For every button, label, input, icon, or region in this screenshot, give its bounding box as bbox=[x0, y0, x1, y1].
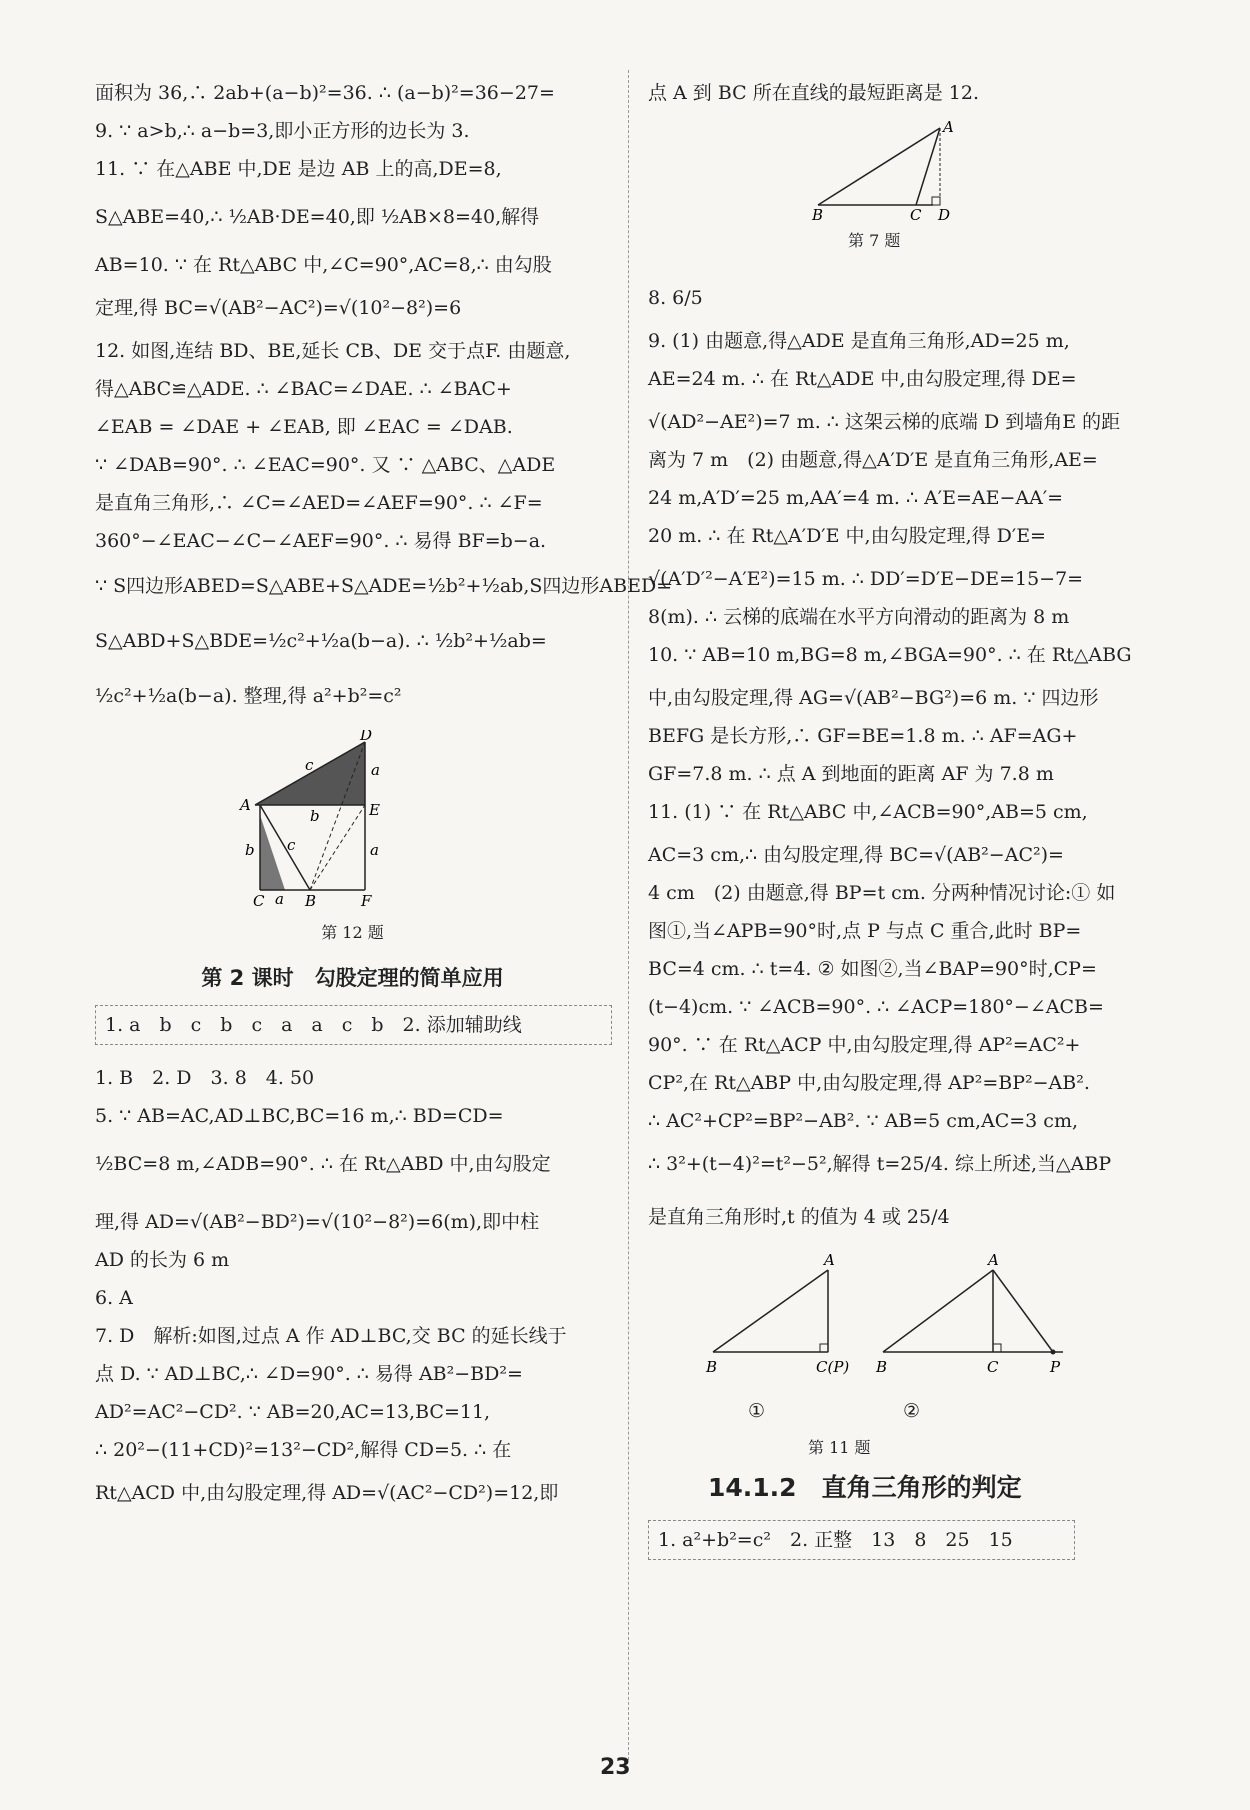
text-line: 定理,得 BC=√(AB²−AC²)=√(10²−8²)=6 bbox=[95, 297, 462, 319]
summary-box-text: 1. a²+b²=c² 2. 正整 13 8 25 15 bbox=[658, 1529, 1013, 1551]
text-line: S△ABD+S△BDE=½c²+½a(b−a). ∴ ½b²+½ab= bbox=[95, 630, 547, 652]
text-line: 12. 如图,连结 BD、BE,延长 CB、DE 交于点F. 由题意, bbox=[95, 340, 571, 362]
label-A-2: A bbox=[988, 1251, 999, 1269]
label-D: D bbox=[360, 730, 373, 744]
figure-12-caption: 第 12 题 bbox=[321, 923, 384, 942]
text-line: 6. A bbox=[95, 1287, 133, 1309]
text-line: 8(m). ∴ 云梯的底端在水平方向滑动的距离为 8 m bbox=[648, 606, 1070, 628]
text-line: CP²,在 Rt△ABP 中,由勾股定理,得 AP²=BP²−AB². bbox=[648, 1072, 1090, 1094]
text-line: ½BC=8 m,∠ADB=90°. ∴ 在 Rt△ABD 中,由勾股定 bbox=[95, 1153, 551, 1175]
label-A: A bbox=[943, 120, 954, 136]
text-line: 得△ABC≌△ADE. ∴ ∠BAC=∠DAE. ∴ ∠BAC+ bbox=[95, 378, 512, 400]
text-line: 中,由勾股定理,得 AG=√(AB²−BG²)=6 m. ∵ 四边形 bbox=[648, 687, 1099, 709]
text-line: 点 D. ∵ AD⊥BC,∴ ∠D=90°. ∴ 易得 AB²−BD²= bbox=[95, 1363, 523, 1385]
text-line: 8. 6/5 bbox=[648, 287, 703, 309]
text-line: GF=7.8 m. ∴ 点 A 到地面的距离 AF 为 7.8 m bbox=[648, 763, 1054, 785]
text-line: AD²=AC²−CD². ∵ AB=20,AC=13,BC=11, bbox=[95, 1401, 491, 1423]
text-line: 是直角三角形时,t 的值为 4 或 25/4 bbox=[648, 1206, 950, 1228]
summary-box-text: 1. a b c b c a a c b 2. 添加辅助线 bbox=[105, 1014, 522, 1036]
text-line: 5. ∵ AB=AC,AD⊥BC,BC=16 m,∴ BD=CD= bbox=[95, 1105, 504, 1127]
text-line: ∵ S四边形ABED=S△ABE+S△ADE=½b²+½ab,S四边形ABED= bbox=[95, 575, 673, 597]
text-line: BEFG 是长方形,∴ GF=BE=1.8 m. ∴ AF=AG+ bbox=[648, 725, 1078, 747]
section-title: 14.1.2 直角三角形的判定 bbox=[708, 1473, 1022, 1502]
label-B-2: B bbox=[876, 1358, 888, 1376]
label-a-bottom: a bbox=[275, 890, 284, 908]
label-A-1: A bbox=[824, 1251, 835, 1269]
text-line: 图①,当∠APB=90°时,点 P 与点 C 重合,此时 BP= bbox=[648, 920, 1082, 942]
label-c-mid: c bbox=[287, 836, 296, 854]
label-a-lower: a bbox=[370, 841, 379, 859]
text-line: 点 A 到 BC 所在直线的最短距离是 12. bbox=[648, 82, 979, 104]
text-line: (t−4)cm. ∵ ∠ACB=90°. ∴ ∠ACP=180°−∠ACB= bbox=[648, 996, 1104, 1018]
label-F: F bbox=[361, 892, 372, 910]
text-line: 24 m,A′D′=25 m,AA′=4 m. ∴ A′E=AE−AA′= bbox=[648, 487, 1064, 509]
text-line: Rt△ACD 中,由勾股定理,得 AD=√(AC²−CD²)=12,即 bbox=[95, 1482, 559, 1504]
text-line: 理,得 AD=√(AB²−BD²)=√(10²−8²)=6(m),即中柱 bbox=[95, 1211, 540, 1233]
label-CP-1: C(P) bbox=[816, 1358, 850, 1376]
text-line: BC=4 cm. ∴ t=4. ② 如图②,当∠BAP=90°时,CP= bbox=[648, 958, 1097, 980]
figure-11-sub-1: ① bbox=[748, 1400, 766, 1422]
label-B: B bbox=[812, 206, 824, 220]
label-C: C bbox=[253, 892, 265, 910]
figure-11-diagram bbox=[688, 1250, 1118, 1380]
section-title: 第 2 课时 勾股定理的简单应用 bbox=[201, 966, 504, 990]
figure-12-diagram bbox=[235, 730, 395, 910]
text-line: 1. B 2. D 3. 8 4. 50 bbox=[95, 1067, 315, 1089]
text-line: S△ABE=40,∴ ½AB·DE=40,即 ½AB×8=40,解得 bbox=[95, 206, 540, 228]
label-B-1: B bbox=[706, 1358, 718, 1376]
label-C: C bbox=[910, 206, 922, 220]
text-line: ∠EAB = ∠DAE + ∠EAB, 即 ∠EAC = ∠DAB. bbox=[95, 416, 513, 438]
text-line: 20 m. ∴ 在 Rt△A′D′E 中,由勾股定理,得 D′E= bbox=[648, 525, 1046, 547]
text-line: 是直角三角形,∴ ∠C=∠AED=∠AEF=90°. ∴ ∠F= bbox=[95, 492, 543, 514]
figure-7-diagram bbox=[808, 120, 968, 220]
text-line: 90°. ∵ 在 Rt△ACP 中,由勾股定理,得 AP²=AC²+ bbox=[648, 1034, 1081, 1056]
text-line: 面积为 36,∴ 2ab+(a−b)²=36. ∴ (a−b)²=36−27= bbox=[95, 82, 555, 104]
page-number: 23 bbox=[600, 1755, 631, 1780]
text-line: AD 的长为 6 m bbox=[95, 1249, 230, 1271]
label-c-top: c bbox=[305, 756, 314, 774]
column-divider bbox=[628, 70, 629, 1760]
label-C-2: C bbox=[987, 1358, 999, 1376]
text-line: 11. ∵ 在△ABE 中,DE 是边 AB 上的高,DE=8, bbox=[95, 158, 502, 180]
text-line: AE=24 m. ∴ 在 Rt△ADE 中,由勾股定理,得 DE= bbox=[648, 368, 1077, 390]
text-line: 离为 7 m (2) 由题意,得△A′D′E 是直角三角形,AE= bbox=[648, 449, 1098, 471]
label-B: B bbox=[305, 892, 317, 910]
text-line: AC=3 cm,∴ 由勾股定理,得 BC=√(AB²−AC²)= bbox=[648, 844, 1064, 866]
label-a-right: a bbox=[371, 761, 380, 779]
label-b-mid: b bbox=[310, 807, 320, 825]
text-line: 360°−∠EAC−∠C−∠AEF=90°. ∴ 易得 BF=b−a. bbox=[95, 530, 547, 552]
text-line: 10. ∵ AB=10 m,BG=8 m,∠BGA=90°. ∴ 在 Rt△ABG bbox=[648, 644, 1132, 666]
text-line: 11. (1) ∵ 在 Rt△ABC 中,∠ACB=90°,AB=5 cm, bbox=[648, 801, 1088, 823]
figure-11-caption: 第 11 题 bbox=[808, 1438, 871, 1457]
text-line: 9. (1) 由题意,得△ADE 是直角三角形,AD=25 m, bbox=[648, 330, 1070, 352]
text-line: ∴ AC²+CP²=BP²−AB². ∵ AB=5 cm,AC=3 cm, bbox=[648, 1110, 1079, 1132]
figure-7-caption: 第 7 题 bbox=[848, 231, 901, 250]
label-A: A bbox=[240, 796, 251, 814]
text-line: √(A′D′²−A′E²)=15 m. ∴ DD′=D′E−DE=15−7= bbox=[648, 568, 1084, 590]
figure-11-sub-2: ② bbox=[903, 1400, 921, 1422]
label-b-left: b bbox=[245, 841, 255, 859]
text-line: AB=10. ∵ 在 Rt△ABC 中,∠C=90°,AC=8,∴ 由勾股 bbox=[95, 254, 552, 276]
text-line: 9. ∵ a>b,∴ a−b=3,即小正方形的边长为 3. bbox=[95, 120, 470, 142]
label-P-2: P bbox=[1050, 1358, 1061, 1376]
text-line: ∴ 20²−(11+CD)²=13²−CD²,解得 CD=5. ∴ 在 bbox=[95, 1439, 512, 1461]
text-line: 4 cm (2) 由题意,得 BP=t cm. 分两种情况讨论:① 如 bbox=[648, 882, 1116, 904]
text-line: ∵ ∠DAB=90°. ∴ ∠EAC=90°. 又 ∵ △ABC、△ADE bbox=[95, 454, 556, 476]
text-line: ∴ 3²+(t−4)²=t²−5²,解得 t=25/4. 综上所述,当△ABP bbox=[648, 1153, 1112, 1175]
text-line: √(AD²−AE²)=7 m. ∴ 这架云梯的底端 D 到墙角E 的距 bbox=[648, 411, 1121, 433]
text-line: 7. D 解析:如图,过点 A 作 AD⊥BC,交 BC 的延长线于 bbox=[95, 1325, 567, 1347]
label-E: E bbox=[369, 801, 380, 819]
text-line: ½c²+½a(b−a). 整理,得 a²+b²=c² bbox=[95, 685, 402, 707]
label-D: D bbox=[938, 206, 951, 220]
